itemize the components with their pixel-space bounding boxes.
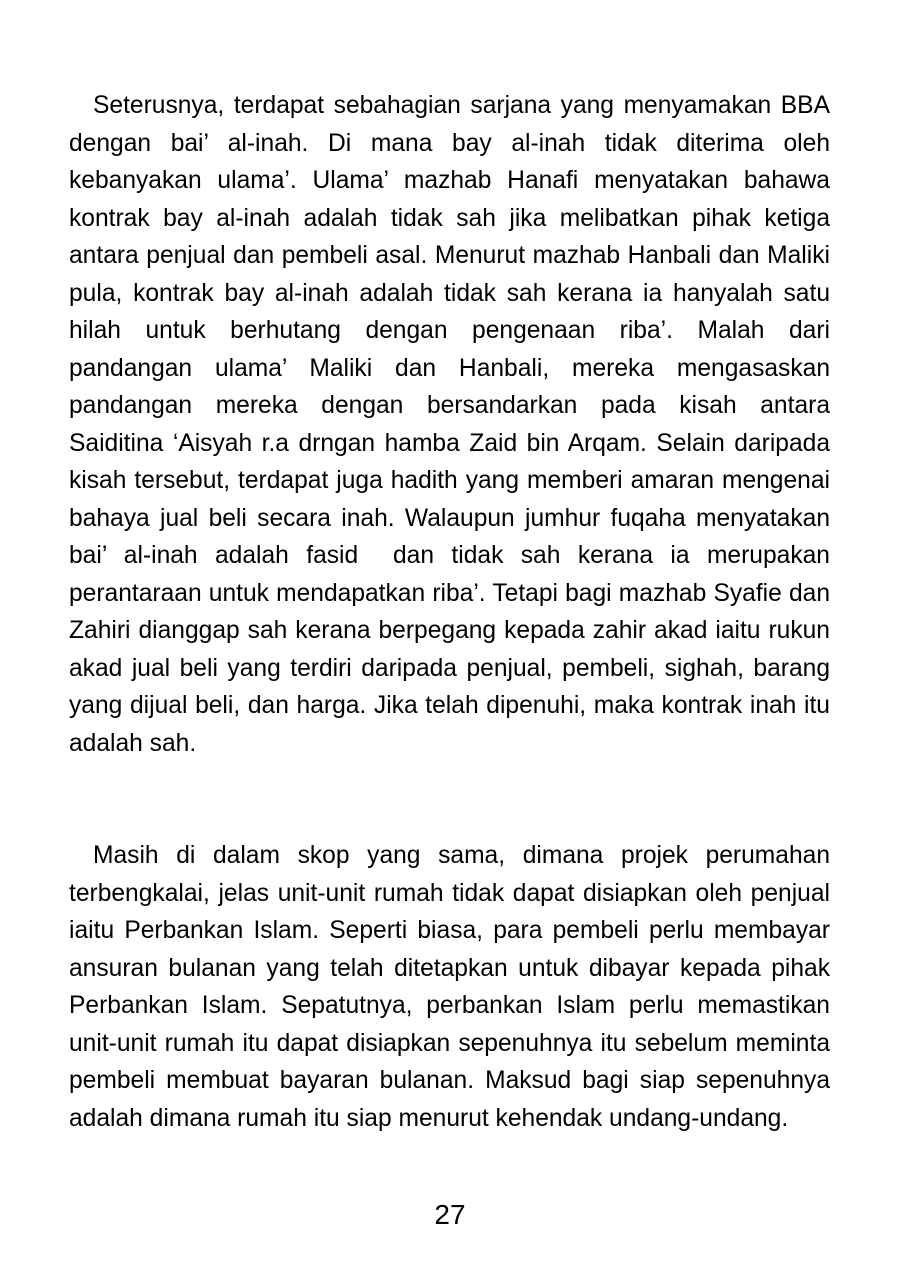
- body-paragraph-2: Masih di dalam skop yang sama, dimana projek perumahan terbengkalai, jelas unit-unit rumah tidak dapat disiapkan oleh penjual iaitu Perbankan Islam. Seperti biasa, para pembeli perlu membayar ansuran bulanan yang telah ditetapkan untuk dibayar kepada pihak Perbankan Islam. Sepatutnya, perbankan Islam perlu memastikan unit-unit rumah itu dapat disiapkan sepenuhnya itu sebelum meminta pembeli membuat bayaran bulanan. Maksud bagi siap sepenuhnya adalah dimana rumah itu siap menurut kehendak undang-undang.: [69, 842, 837, 1132]
- body-paragraph-1: Seterusnya, terdapat sebahagian sarjana yang menyamakan BBA dengan bai’ al-inah. Di mana bay al-inah tidak diterima oleh kebanyakan ulama’. Ulama’ mazhab Hanafi menyatakan bahawa kontrak bay al-inah adalah tidak sah jika melibatkan pihak ketiga antara penjual dan pembeli asal. Menurut mazhab Hanbali dan Maliki pula, kontrak bay al-inah adalah tidak sah kerana ia hanyalah satu hilah untuk berhutang dengan pengenaan riba’. Malah dari pandangan ulama’ Maliki dan Hanbali, mereka mengasaskan pandangan mereka dengan bersandarkan pada kisah antara Saiditina ‘Aisyah r.a drngan hamba Zaid bin Arqam. Selain daripada kisah tersebut, terdapat juga hadith yang memberi amaran mengenai bahaya jual beli secara inah. Walaupun jumhur fuqaha menyatakan bai’ al-inah adalah fasid dan tidak sah kerana ia merupakan perantaraan untuk mendapatkan riba’. Tetapi bagi mazhab Syafie dan Zahiri dianggap sah kerana berpegang kepada zahir akad iaitu rukun akad jual beli yang terdiri daripada penjual, pembeli, sighah, barang yang dijual beli, dan harga. Jika telah dipenuhi, maka kontrak inah itu adalah sah.: [69, 92, 837, 757]
- page-number: 27: [434, 1199, 466, 1230]
